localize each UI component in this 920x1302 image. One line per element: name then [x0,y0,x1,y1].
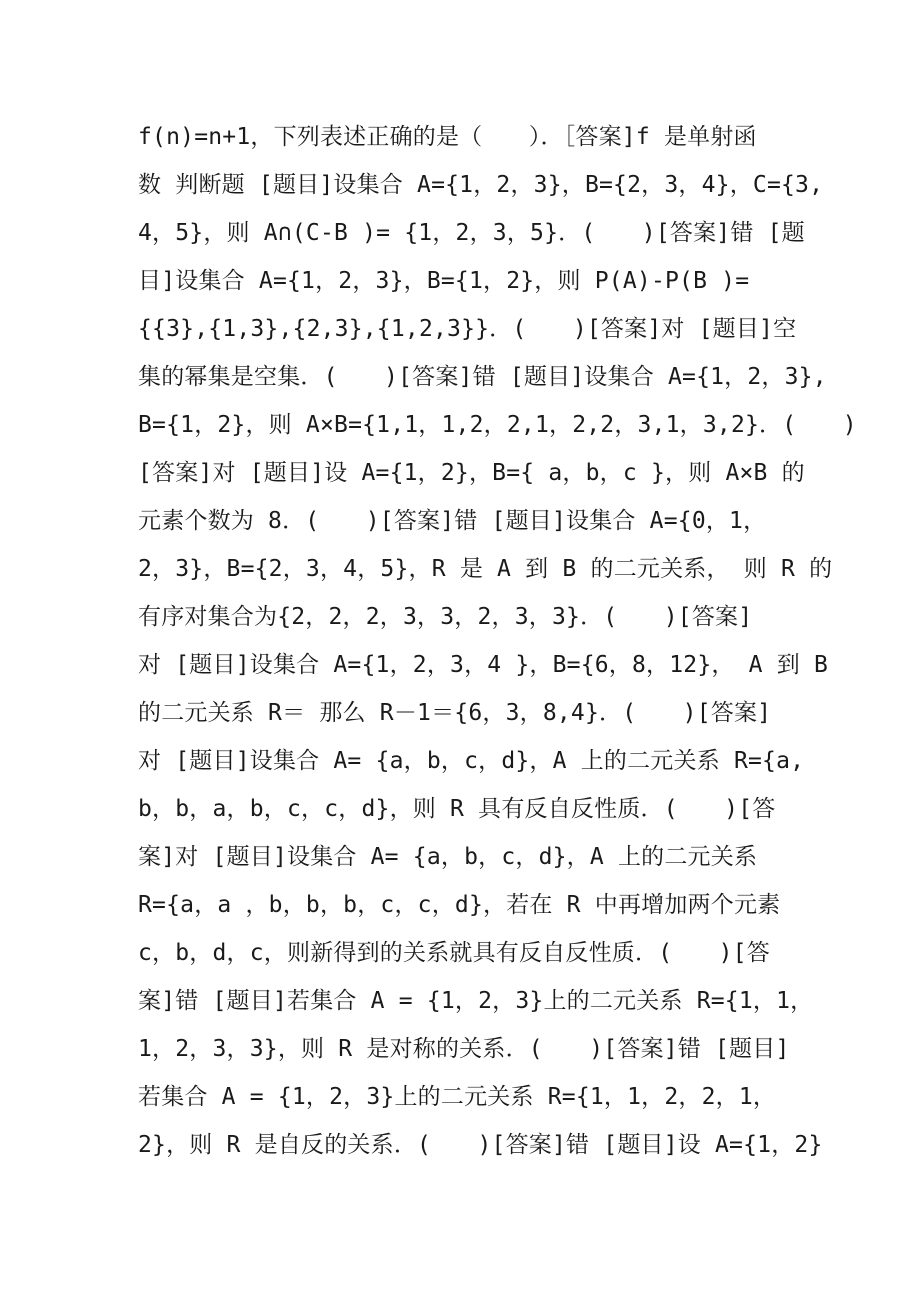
text-line: 若集合 A = {1，2，3}上的二元关系 R={1，1，2，2，1， [138,1084,777,1110]
text-line: B={1，2}，则 A×B={1,1，1,2，2,1，2,2，3,1，3,2}．( ) [138,412,857,438]
text-line: 元素个数为 8．( )[答案]错 [题目]设集合 A={0，1， [138,508,767,534]
text-line: 案]错 [题目]若集合 A = {1，2，3}上的二元关系 R={1，1， [138,988,814,1014]
text-line: 对 [题目]设集合 A= {a，b，c，d}，A 上的二元关系 R={a, [138,748,805,774]
text-line: 1，2，3，3}，则 R 是对称的关系．( )[答案]错 [题目] [138,1036,790,1062]
text-line: 2，3}，B={2，3，4，5}，R 是 A 到 B 的二元关系， 则 R 的 [138,556,833,582]
text-line: b，b，a，b，c，c，d}，则 R 具有反自反性质．( )[答 [138,796,776,822]
text-line: 数 判断题 [题目]设集合 A={1，2，3}，B={2，3，4}，C={3, [138,172,824,198]
text-line: 2}，则 R 是自反的关系．( )[答案]错 [题目]设 A={1，2} [138,1132,823,1158]
text-line: R={a，a ，b，b，b，c，c，d}，若在 R 中再增加两个元素 [138,892,781,918]
text-line: {{3},{1,3},{2,3},{1,2,3}}．( )[答案]对 [题目]空 [138,316,797,342]
text-line: 4，5}，则 A∩(C-B )= {1，2，3，5}．( )[答案]错 [题 [138,220,805,246]
text-line: c，b，d，c，则新得到的关系就具有反自反性质．( )[答 [138,940,770,966]
text-line: 的二元关系 R＝ 那么 R－1＝{6，3，8,4}．( )[答案] [138,700,772,726]
text-line: 有序对集合为{2，2，2，3，3，2，3，3}．( )[答案] [138,604,753,630]
text-line: f(n)=n+1，下列表述正确的是（ ）．［答案]f 是单射函 [138,124,757,150]
text-line: 对 [题目]设集合 A={1，2，3，4 }，B={6，8，12}， A 到 B [138,652,829,678]
text-line: 目]设集合 A={1，2，3}，B={1，2}，则 P(A)-P(B )= [138,268,750,294]
text-line: 集的幂集是空集．( )[答案]错 [题目]设集合 A={1，2，3}, [138,364,827,390]
text-line: 案]对 [题目]设集合 A= {a，b，c，d}，A 上的二元关系 [138,844,758,870]
text-line: [答案]对 [题目]设 A={1，2}，B={ a，b，c }，则 A×B 的 [138,460,805,486]
